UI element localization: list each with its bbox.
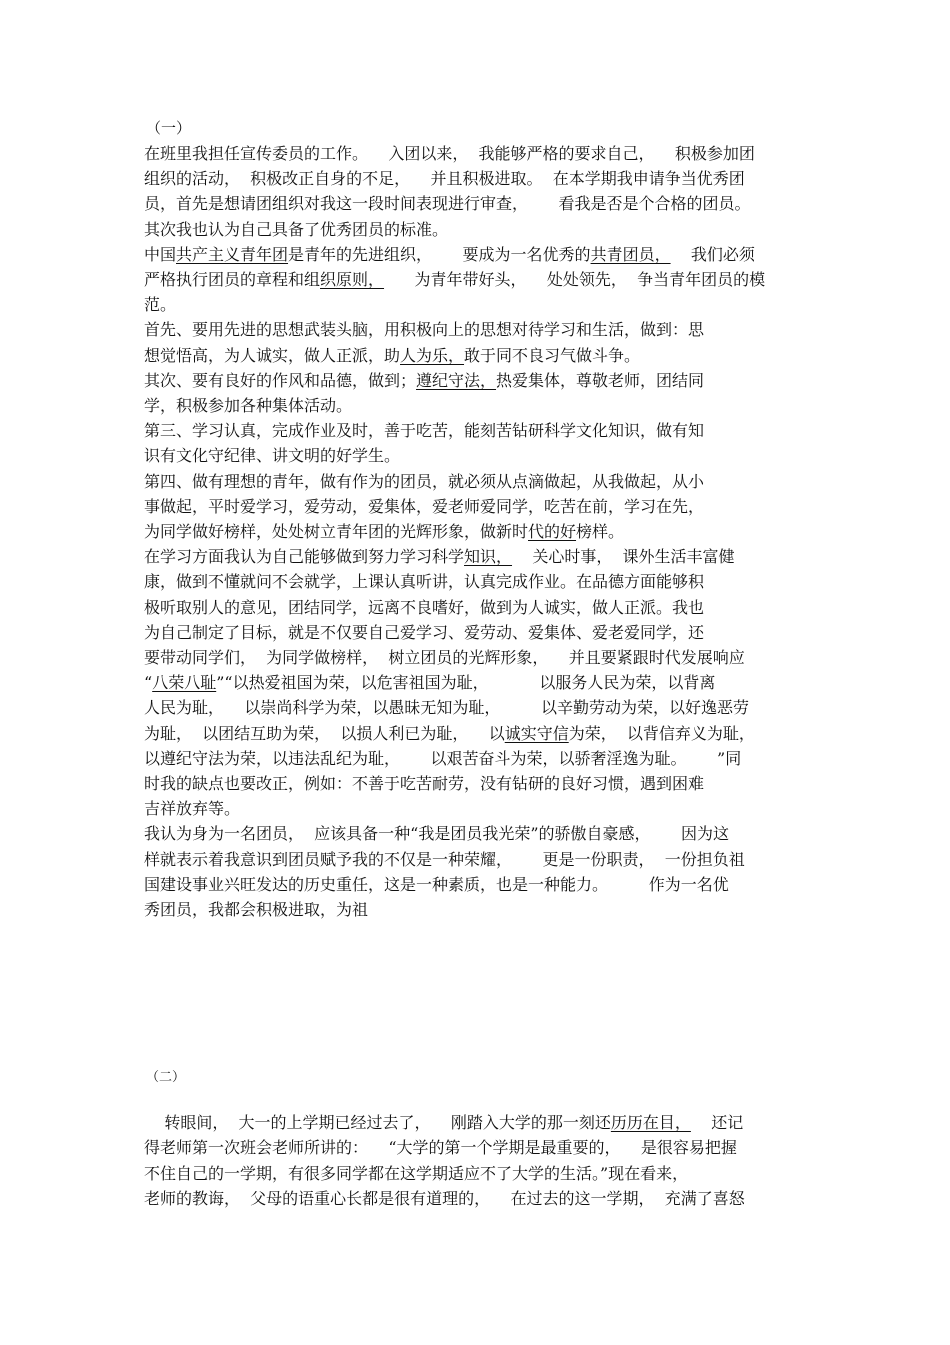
text-run: 是青年的先进组织， 要成为一名优秀的 (288, 244, 591, 264)
text-run: “ (144, 673, 153, 693)
text-run: 第三、学习认真，完成作业及时，善于吃苦，能刻苦钻研科学文化知识，做有知 (144, 421, 705, 441)
paragraph-line (144, 648, 745, 668)
section-2-heading: （二） (146, 1070, 186, 1085)
text-run: 为耻， 以团结互助为荣， 以损人利已为耻， 以 (144, 723, 505, 743)
paragraph-line (144, 623, 704, 643)
paragraph-line (144, 875, 729, 895)
text-run: 组织的活动， 积极改正自身的不足， 并且积极进取。 在本学期我申请争当优秀团 (144, 169, 745, 189)
underlined-term: 遵纪守法， (416, 370, 497, 390)
underlined-term: 八荣八耻 (152, 673, 217, 693)
paragraph-line (144, 724, 755, 744)
text-run: 还记 (690, 1113, 744, 1132)
text-run: 我们必须 (670, 244, 755, 264)
text-run: 为荣， 以背信弃义为耻， (568, 723, 755, 743)
paragraph-line (144, 169, 745, 189)
text-run: 得老师第一次班会老师所讲的： “大学的第一个学期是最重要的， 是很容易把握 (144, 1138, 737, 1158)
text-run: 要带动同学们， 为同学做榜样， 树立团员的光辉形象， 并且要紧跟时代发展响应 (144, 648, 745, 667)
text-run: 事做起，平时爱学习，爱劳动，爱集体，爱老师爱同学，吃苦在前，学习在先， (144, 496, 705, 516)
text-run: 敢于同不良习气做斗争。 (464, 345, 641, 365)
paragraph-line (144, 421, 704, 441)
paragraph-line (144, 144, 755, 164)
underlined-term: 人为乐， (400, 345, 465, 365)
paragraph-line (144, 1113, 743, 1133)
paragraph-line (144, 522, 624, 542)
text-run: 在学习方面我认为自己能够做到努力学习科学 (144, 547, 465, 567)
text-run: 我认为身为一名团员， 应该具备一种“我是团员我光荣”的骄傲自豪感， 因为这 (144, 824, 730, 844)
text-run: 康，做到不懂就问不会就学，上课认真听讲，认真完成作业。在品德方面能够积 (144, 572, 705, 592)
underlined-term: 织原则， (320, 270, 385, 289)
paragraph-line (144, 598, 704, 618)
text-run: 识有文化守纪律、讲文明的好学生。 (144, 446, 401, 466)
text-run: 样就表示着我意识到团员赋予我的不仅是一种荣耀， 更是一份职责， 一份担负祖 (144, 849, 745, 869)
underlined-term: 共产主义青年团 (176, 244, 289, 264)
text-run: 时我的缺点也要改正，例如：不善于吃苦耐劳，没有钻研的良好习惯，遇到困难 (144, 774, 705, 793)
text-run: 在班里我担任宣传委员的工作。 入团以来， 我能够严格的要求自己， 积极参加团 (144, 144, 755, 163)
text-run: 员，首先是想请团组织对我这一段时间表现进行审查， 看我是否是个合格的团员。 (144, 194, 751, 214)
text-run: 极听取别人的意见，团结同学，远离不良嗜好，做到为人诚实，做人正派。我也 (144, 597, 705, 617)
paragraph-line (144, 295, 176, 315)
section-1-heading: （一） (146, 119, 192, 137)
paragraph-line (144, 1189, 745, 1209)
underlined-term: 共青团员， (590, 244, 671, 264)
paragraph-line (144, 850, 745, 870)
paragraph-line (144, 547, 735, 567)
paragraph-line (144, 396, 352, 416)
paragraph-line (144, 245, 755, 265)
underlined-term: 代的好 (528, 522, 577, 541)
paragraph-line (144, 194, 751, 214)
paragraph-line (144, 472, 704, 492)
paragraph-line (144, 799, 240, 819)
underlined-term: 知识， (464, 547, 513, 567)
text-run: 为同学做好榜样，处处树立青年团的光辉形象，做新时 (144, 522, 529, 541)
text-run: 秀团员，我都会积极进取，为祖 (144, 900, 369, 919)
text-run: 为青年带好头， 处处领先， 争当青年团员的模 (384, 270, 766, 289)
underlined-term: 诚实守信 (504, 723, 569, 743)
paragraph-line (144, 900, 368, 920)
paragraph-line (144, 446, 400, 466)
paragraph-line (144, 371, 704, 391)
text-run: ”“以热爱祖国为荣，以危害祖国为耻， 以服务人民为荣，以背离 (216, 673, 716, 693)
paragraph-line (144, 497, 704, 517)
paragraph-line (144, 320, 704, 340)
text-run: 想觉悟高，为人诚实，做人正派，助 (144, 345, 401, 365)
text-run: 老师的教诲， 父母的语重心长都是很有道理的， 在过去的这一学期， 充满了喜怒 (144, 1188, 745, 1208)
paragraph-line (144, 824, 729, 844)
paragraph-line (144, 774, 704, 794)
text-run: 第四、做有理想的青年，做有作为的团员，就必须从点滴做起，从我做起，从小 (144, 471, 705, 491)
text-run: 其次我也认为自己具备了优秀团员的标准。 (144, 219, 449, 239)
paragraph-line (144, 1138, 737, 1158)
text-run: 不住自己的一学期，有很多同学都在这学期适应不了大学的生活。”现在看来， (144, 1163, 689, 1183)
text-run: 转眼间， 大一的上学期已经过去了， 刚踏入大学的那一刻还 (144, 1113, 611, 1132)
text-run: 其次、要有良好的作风和品德，做到； (144, 370, 417, 390)
text-run: 榜样。 (576, 522, 625, 541)
text-run: 吉祥放弃等。 (144, 799, 241, 819)
text-run: 国建设事业兴旺发达的历史重任，这是一种素质，也是一种能力。 作为一名优 (144, 874, 729, 894)
text-run: 首先、要用先进的思想武装头脑，用积极向上的思想对待学习和生活，做到：思 (144, 320, 705, 340)
text-run: 严格执行团员的章程和组 (144, 270, 321, 289)
underlined-term: 历历在目， (610, 1113, 691, 1132)
paragraph-line (144, 270, 765, 290)
text-run: 热爱集体，尊敬老师，团结同 (496, 370, 705, 390)
text-run: 以遵纪守法为荣，以违法乱纪为耻， 以艰苦奋斗为荣，以骄奢淫逸为耻。 ”同 (144, 748, 742, 768)
text-run: 学，积极参加各种集体活动。 (144, 396, 353, 415)
text-run: 关心时事， 课外生活丰富健 (512, 547, 735, 567)
paragraph-line (144, 346, 640, 366)
paragraph-line (144, 749, 741, 769)
paragraph-line (144, 698, 749, 718)
text-run: 中国 (144, 244, 177, 264)
paragraph-line (144, 1164, 688, 1184)
text-run: 人民为耻， 以崇尚科学为荣，以愚昧无知为耻， 以辛勤劳动为荣，以好逸恶劳 (144, 698, 750, 718)
text-run: 范。 (144, 295, 177, 315)
paragraph-line (144, 572, 704, 592)
text-run: 为自己制定了目标，就是不仅要自己爱学习、爱劳动、爱集体、爱老爱同学，还 (144, 622, 705, 642)
paragraph-line (144, 220, 448, 240)
paragraph-line (144, 673, 715, 693)
